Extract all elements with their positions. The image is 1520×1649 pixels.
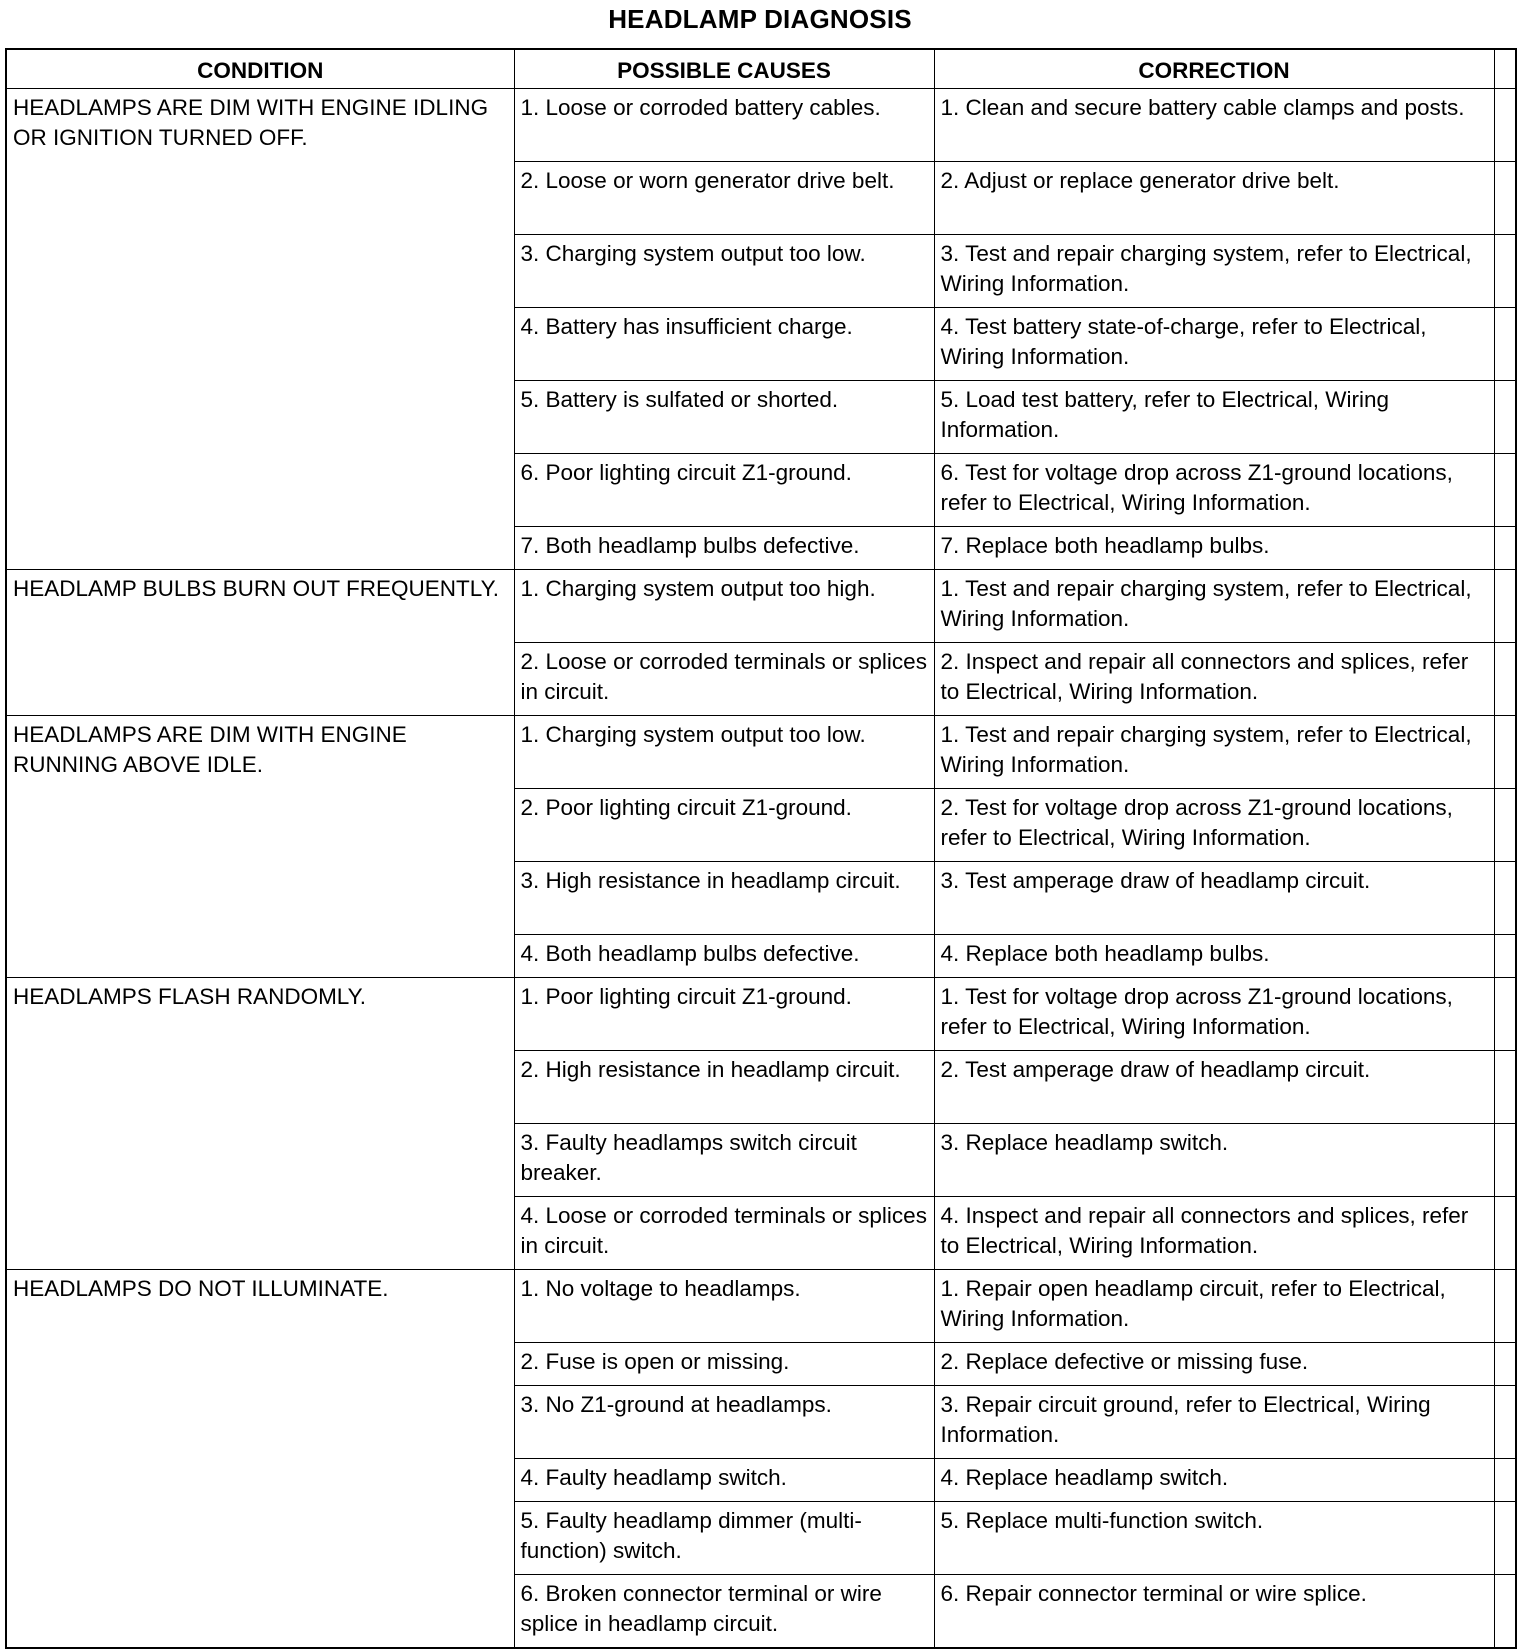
correction-cell: 1. Test and repair charging system, refer to Electrical, Wiring Information.: [934, 716, 1494, 789]
possible-cause-cell: 3. No Z1-ground at headlamps.: [514, 1386, 934, 1459]
correction-cell: 3. Repair circuit ground, refer to Electrical, Wiring Information.: [934, 1386, 1494, 1459]
condition-cell: [6, 570, 514, 716]
blank-column-cell: [1494, 1459, 1516, 1502]
possible-cause-cell: 5. Faulty headlamp dimmer (multi-function) switch.: [514, 1502, 934, 1575]
correction-cell: 4. Inspect and repair all connectors and splices, refer to Electrical, Wiring Information.: [934, 1197, 1494, 1270]
condition-cell: [6, 716, 514, 978]
blank-column-cell: [1494, 716, 1516, 789]
correction-cell: 4. Replace headlamp switch.: [934, 1459, 1494, 1502]
blank-column-cell: [1494, 1343, 1516, 1386]
blank-column-cell: [1494, 1386, 1516, 1459]
possible-cause-cell: 4. Both headlamp bulbs defective.: [514, 935, 934, 978]
condition-text: HEADLAMPS ARE DIM WITH ENGINE IDLING OR IGNITION TURNED OFF.: [13, 95, 489, 150]
possible-cause-cell: 1. Poor lighting circuit Z1-ground.: [514, 978, 934, 1051]
blank-column-cell: [1494, 1270, 1516, 1343]
correction-cell: 1. Clean and secure battery cable clamps and posts.: [934, 89, 1494, 162]
correction-cell: 4. Test battery state-of-charge, refer to Electrical, Wiring Information.: [934, 308, 1494, 381]
table-row: [6, 1270, 1516, 1343]
blank-column-cell: [1494, 527, 1516, 570]
condition-text: HEADLAMPS DO NOT ILLUMINATE.: [13, 1276, 389, 1301]
correction-cell: 1. Test and repair charging system, refer to Electrical, Wiring Information.: [934, 570, 1494, 643]
possible-cause-cell: 1. Charging system output too low.: [514, 716, 934, 789]
possible-cause-cell: 1. No voltage to headlamps.: [514, 1270, 934, 1343]
blank-column-cell: [1494, 789, 1516, 862]
table-row: [6, 716, 1516, 789]
possible-cause-cell: 4. Battery has insufficient charge.: [514, 308, 934, 381]
blank-column-cell: [1494, 381, 1516, 454]
possible-cause-cell: 2. High resistance in headlamp circuit.: [514, 1051, 934, 1124]
blank-column-cell: [1494, 643, 1516, 716]
condition-cell: [6, 1270, 514, 1649]
blank-column-cell: [1494, 935, 1516, 978]
correction-cell: 3. Test amperage draw of headlamp circuit.: [934, 862, 1494, 935]
blank-column-cell: [1494, 89, 1516, 162]
correction-cell: 6. Test for voltage drop across Z1-ground locations, refer to Electrical, Wiring Information.: [934, 454, 1494, 527]
correction-cell: 5. Replace multi-function switch.: [934, 1502, 1494, 1575]
possible-cause-cell: 1. Loose or corroded battery cables.: [514, 89, 934, 162]
possible-cause-cell: 3. Faulty headlamps switch circuit breaker.: [514, 1124, 934, 1197]
possible-cause-cell: 2. Loose or worn generator drive belt.: [514, 162, 934, 235]
blank-column-cell: [1494, 454, 1516, 527]
possible-cause-cell: 7. Both headlamp bulbs defective.: [514, 527, 934, 570]
possible-cause-cell: 4. Faulty headlamp switch.: [514, 1459, 934, 1502]
correction-cell: 2. Adjust or replace generator drive belt.: [934, 162, 1494, 235]
blank-column-cell: [1494, 1051, 1516, 1124]
blank-column-cell: [1494, 235, 1516, 308]
possible-cause-cell: 1. Charging system output too high.: [514, 570, 934, 643]
table-row: [6, 89, 1516, 162]
correction-cell: 2. Test amperage draw of headlamp circuit.: [934, 1051, 1494, 1124]
correction-cell: 3. Test and repair charging system, refer to Electrical, Wiring Information.: [934, 235, 1494, 308]
blank-column-cell: [1494, 308, 1516, 381]
table-row: [6, 978, 1516, 1051]
blank-column-cell: [1494, 978, 1516, 1051]
diagnosis-table: [5, 48, 1517, 1649]
possible-cause-cell: 3. High resistance in headlamp circuit.: [514, 862, 934, 935]
header-correction: CORRECTION: [934, 49, 1494, 89]
correction-cell: 6. Repair connector terminal or wire splice.: [934, 1575, 1494, 1649]
table-header-row: [6, 49, 1516, 89]
possible-cause-cell: 3. Charging system output too low.: [514, 235, 934, 308]
header-condition: CONDITION: [6, 49, 514, 89]
possible-cause-cell: 4. Loose or corroded terminals or splices in circuit.: [514, 1197, 934, 1270]
correction-cell: 2. Test for voltage drop across Z1-ground locations, refer to Electrical, Wiring Information.: [934, 789, 1494, 862]
blank-column-cell: [1494, 1575, 1516, 1649]
correction-cell: 2. Inspect and repair all connectors and splices, refer to Electrical, Wiring Information.: [934, 643, 1494, 716]
blank-column-cell: [1494, 1197, 1516, 1270]
possible-cause-cell: 2. Poor lighting circuit Z1-ground.: [514, 789, 934, 862]
correction-cell: 1. Repair open headlamp circuit, refer to Electrical, Wiring Information.: [934, 1270, 1494, 1343]
blank-column-cell: [1494, 162, 1516, 235]
document-title: HEADLAMP DIAGNOSIS: [608, 4, 912, 34]
correction-cell: 1. Test for voltage drop across Z1-ground locations, refer to Electrical, Wiring Information.: [934, 978, 1494, 1051]
blank-column-cell: [1494, 862, 1516, 935]
possible-cause-cell: 6. Poor lighting circuit Z1-ground.: [514, 454, 934, 527]
correction-cell: 3. Replace headlamp switch.: [934, 1124, 1494, 1197]
possible-cause-cell: 2. Loose or corroded terminals or splices in circuit.: [514, 643, 934, 716]
blank-column-cell: [1494, 1124, 1516, 1197]
blank-column-cell: [1494, 1502, 1516, 1575]
condition-cell: [6, 89, 514, 570]
correction-cell: 4. Replace both headlamp bulbs.: [934, 935, 1494, 978]
possible-cause-cell: 6. Broken connector terminal or wire splice in headlamp circuit.: [514, 1575, 934, 1649]
correction-cell: 5. Load test battery, refer to Electrical, Wiring Information.: [934, 381, 1494, 454]
condition-text: HEADLAMPS ARE DIM WITH ENGINE RUNNING ABOVE IDLE.: [13, 722, 407, 777]
header-blank-column: [1494, 49, 1516, 89]
correction-cell: 7. Replace both headlamp bulbs.: [934, 527, 1494, 570]
blank-column-cell: [1494, 570, 1516, 643]
table-row: [6, 570, 1516, 643]
condition-cell: [6, 978, 514, 1270]
correction-cell: 2. Replace defective or missing fuse.: [934, 1343, 1494, 1386]
condition-text: HEADLAMPS FLASH RANDOMLY.: [13, 984, 367, 1009]
table-body: [6, 89, 1516, 1649]
condition-text: HEADLAMP BULBS BURN OUT FREQUENTLY.: [13, 576, 499, 601]
possible-cause-cell: 5. Battery is sulfated or shorted.: [514, 381, 934, 454]
header-possible-causes: POSSIBLE CAUSES: [514, 49, 934, 89]
possible-cause-cell: 2. Fuse is open or missing.: [514, 1343, 934, 1386]
